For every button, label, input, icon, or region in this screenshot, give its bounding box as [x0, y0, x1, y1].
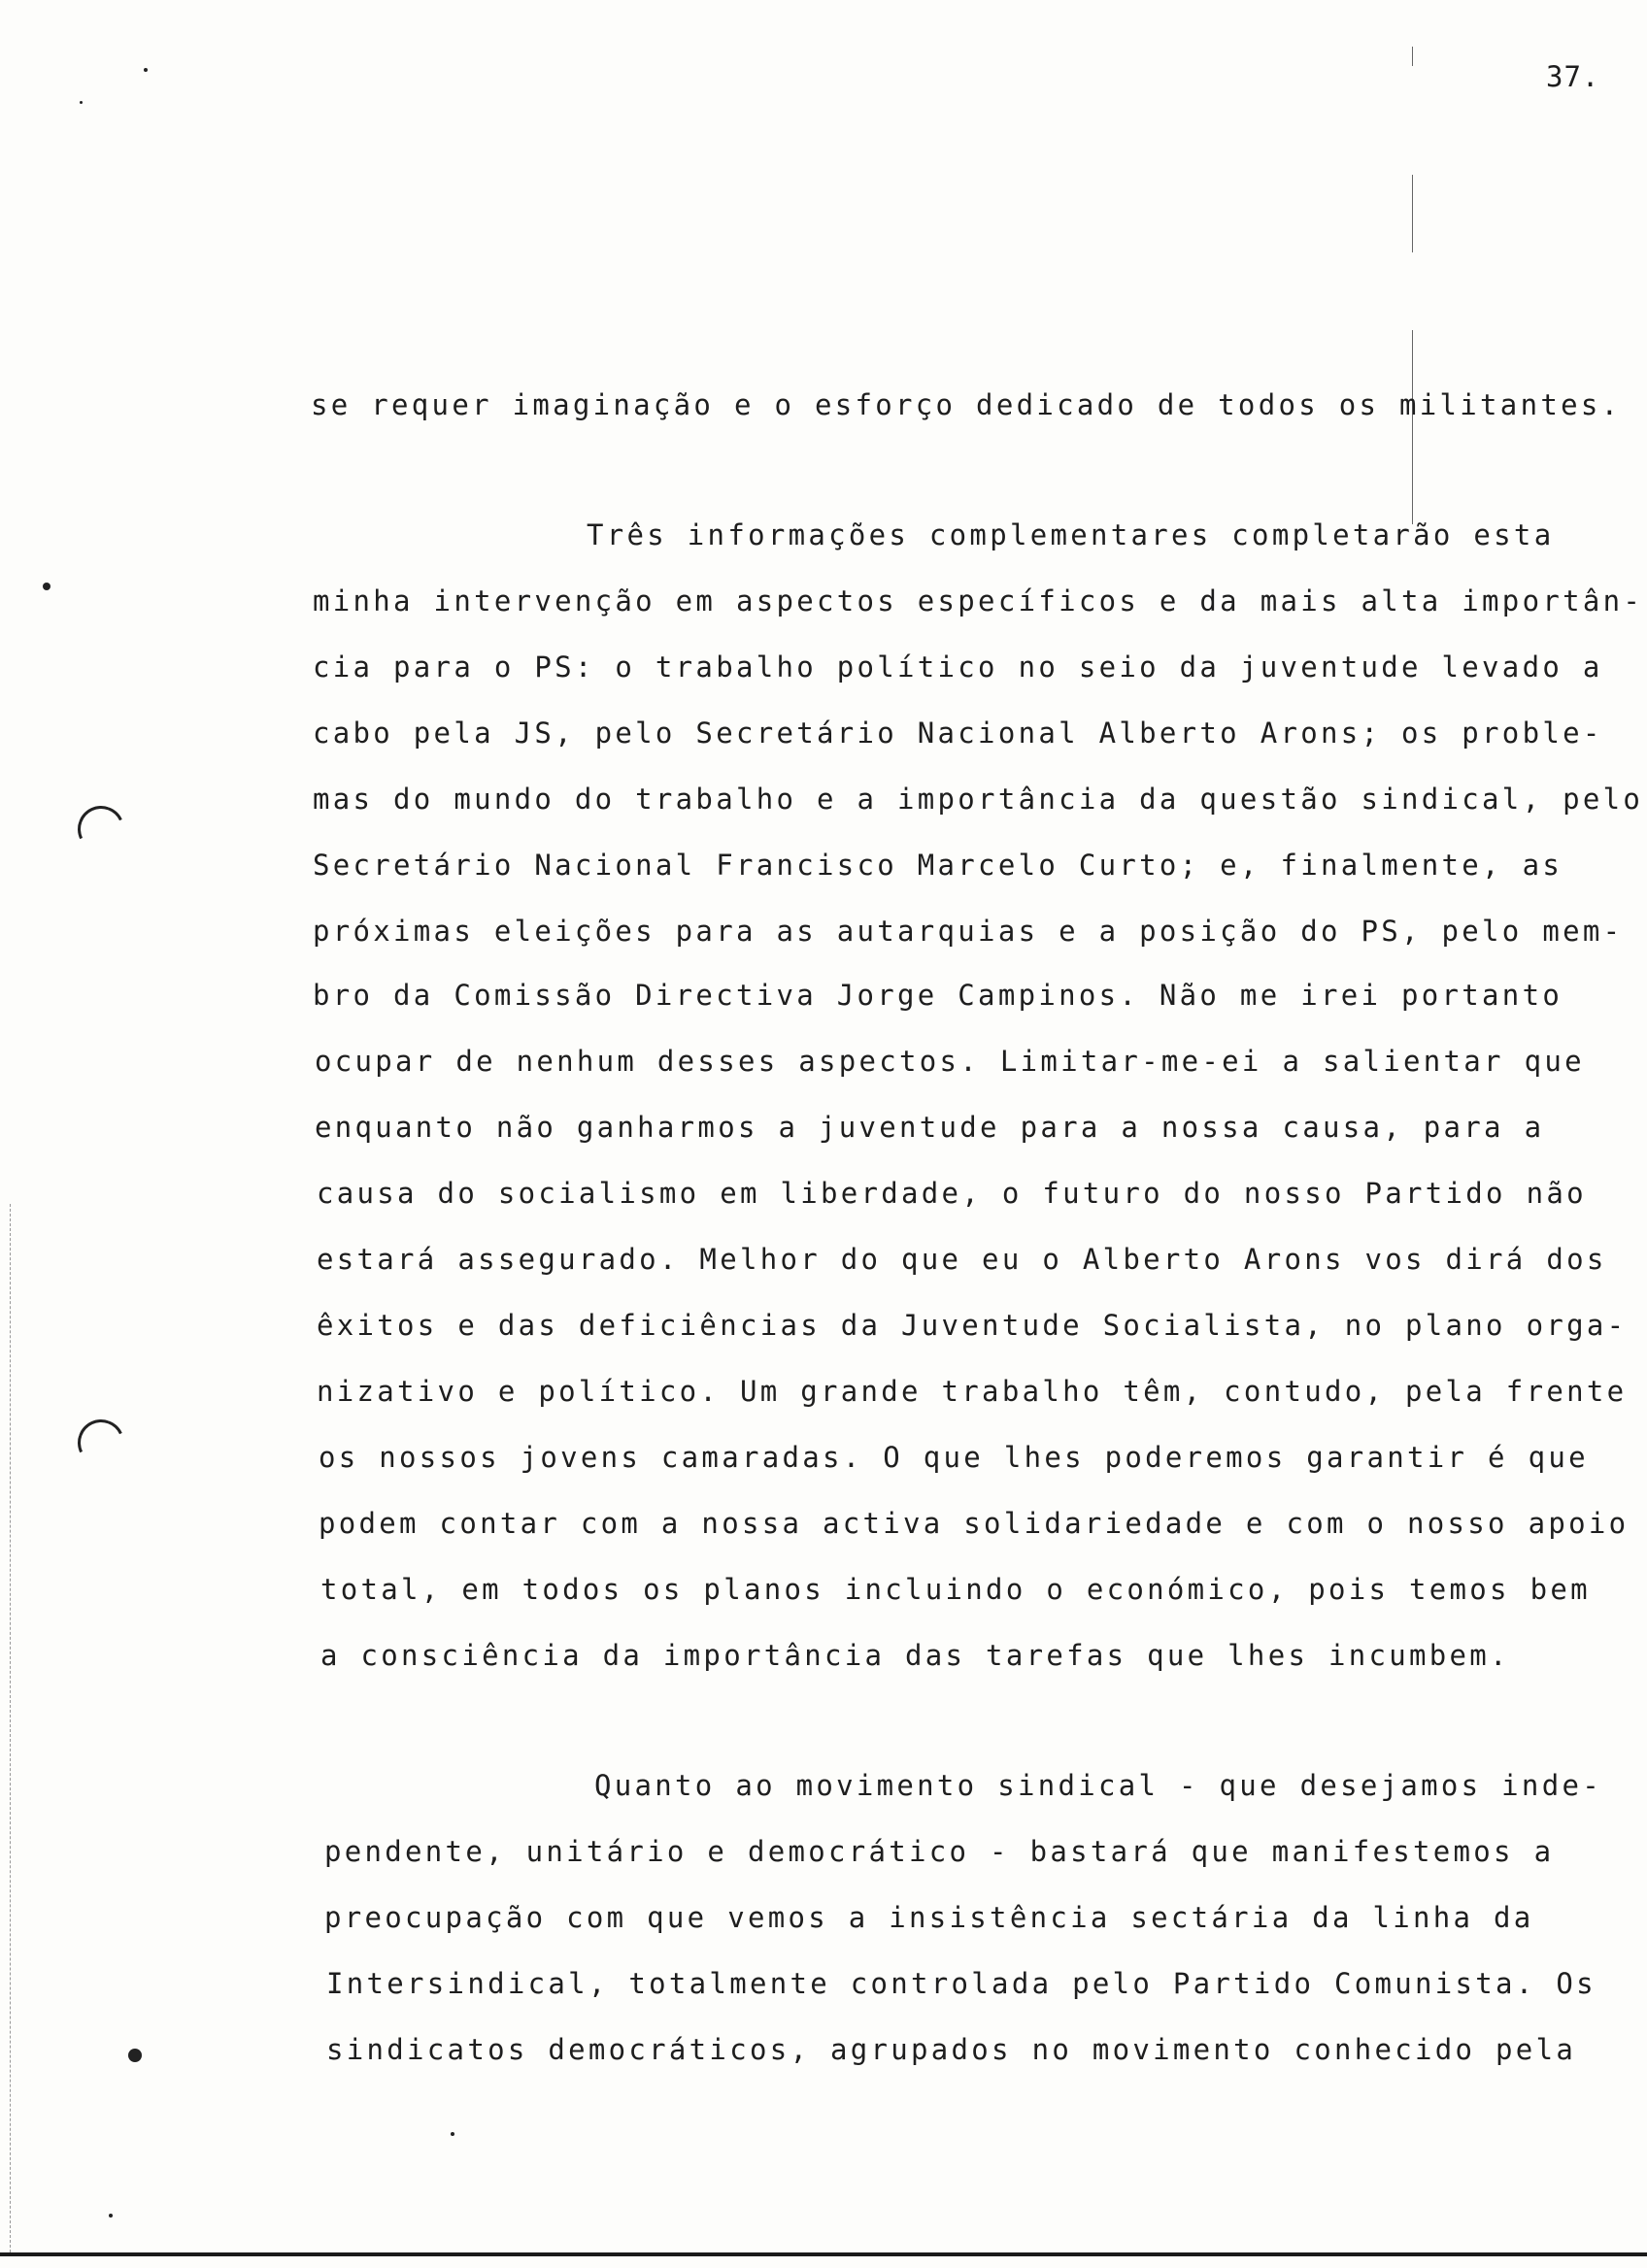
text-line: preocupação com que vemos a insistência sectária da linha da [324, 1901, 1534, 1934]
text-line: se requer imaginação e o esforço dedicado de todos os militantes. [311, 388, 1622, 421]
text-line: bro da Comissão Directiva Jorge Campinos. Não me irei portanto [313, 979, 1563, 1012]
binder-ring-mark [71, 1413, 131, 1473]
text-line: causa do socialismo em liberdade, o futuro do nosso Partido não [317, 1177, 1587, 1210]
text-line: os nossos jovens camaradas. O que lhes poderemos garantir é que [319, 1441, 1589, 1474]
bottom-edge-rule [0, 2252, 1647, 2256]
text-line: Secretário Nacional Francisco Marcelo Curto; e, finalmente, as [313, 849, 1563, 882]
text-line: Intersindical, totalmente controlada pelo Partido Comunista. Os [326, 1967, 1597, 2000]
text-line: cia para o PS: o trabalho político no seio da juventude levado a [313, 650, 1603, 684]
text-line: mas do mundo do trabalho e a importância da questão sindical, pelo [313, 783, 1644, 816]
punch-hole-mark [43, 583, 50, 590]
scan-artifact-line [1412, 47, 1413, 66]
text-line: a consciência da importância das tarefas que lhes incumbem. [320, 1639, 1510, 1672]
punch-hole-mark [128, 2049, 142, 2062]
page-number: 37. [1546, 60, 1600, 93]
speck [109, 2214, 113, 2218]
scan-artifact-line [1412, 175, 1413, 252]
text-line: nizativo e político. Um grande trabalho têm, contudo, pela frente [317, 1375, 1628, 1408]
text-line: total, em todos os planos incluindo o económico, pois temos bem [320, 1573, 1591, 1606]
binder-ring-mark [71, 799, 131, 859]
text-line: pendente, unitário e democrático - bastará que manifestemos a [324, 1835, 1555, 1868]
scan-artifact-line [1412, 330, 1413, 524]
speck [80, 101, 83, 104]
speck [144, 68, 148, 72]
text-line: Três informações complementares completarão esta [587, 518, 1555, 551]
text-line: próximas eleições para as autarquias e a posição do PS, pelo mem- [313, 915, 1624, 948]
text-line: minha intervenção em aspectos específicos e da mais alta importân- [313, 584, 1644, 617]
text-line: enquanto não ganharmos a juventude para a nossa causa, para a [315, 1111, 1545, 1144]
speck [451, 2132, 454, 2136]
text-line: êxitos e das deficiências da Juventude Socialista, no plano orga- [317, 1309, 1628, 1342]
text-line: podem contar com a nossa activa solidariedade e com o nosso apoio [319, 1507, 1630, 1540]
text-line: sindicatos democráticos, agrupados no movimento conhecido pela [326, 2033, 1577, 2066]
text-line: estará assegurado. Melhor do que eu o Alberto Arons vos dirá dos [317, 1243, 1607, 1276]
page-left-edge [10, 1204, 12, 2252]
text-line: ocupar de nenhum desses aspectos. Limitar-me-ei a salientar que [315, 1045, 1585, 1078]
text-line: cabo pela JS, pelo Secretário Nacional Alberto Arons; os proble- [313, 717, 1603, 750]
text-line: Quanto ao movimento sindical - que desejamos inde- [594, 1769, 1602, 1802]
